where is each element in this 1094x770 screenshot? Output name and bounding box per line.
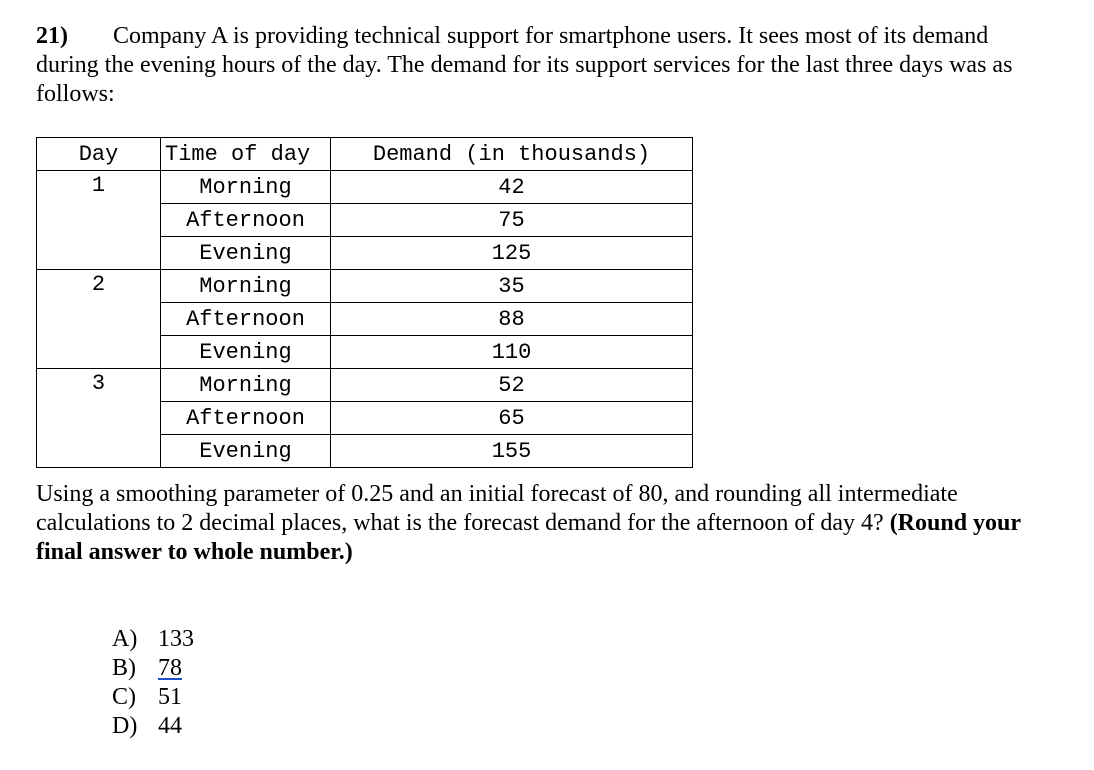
demand-cell: 88 xyxy=(331,303,693,336)
question-text-block xyxy=(36,22,1036,109)
choice-d[interactable] xyxy=(112,712,194,741)
choice-label: D) xyxy=(112,713,138,739)
table-row xyxy=(37,270,693,303)
choice-label: A) xyxy=(112,626,138,652)
table-row xyxy=(37,369,693,402)
table-header-row xyxy=(37,138,693,171)
choice-label: C) xyxy=(112,684,136,710)
choice-a[interactable] xyxy=(112,625,194,654)
answer-choices xyxy=(112,625,194,741)
demand-cell: 35 xyxy=(331,270,693,303)
choice-value: 78 xyxy=(158,655,182,681)
day-cell: 2 xyxy=(37,270,161,369)
demand-cell: 125 xyxy=(331,237,693,270)
choice-c[interactable] xyxy=(112,683,194,712)
demand-table xyxy=(36,137,693,468)
choice-value: 44 xyxy=(158,713,182,739)
followup-text: Using a smoothing parameter of 0.25 and an initial forecast of 80, and rounding all intermediate calculations to 2 decimal places, what is the forecast demand for the afternoon of day 4? xyxy=(36,481,958,536)
question-number: 21) xyxy=(36,23,68,49)
question-text: Company A is providing technical support for smartphone users. It sees most of its demand during the evening hours of the day. The demand for its support services for the last three days was as follows: xyxy=(36,23,1013,107)
day-cell: 3 xyxy=(37,369,161,468)
header-demand: Demand (in thousands) xyxy=(331,138,693,171)
header-day: Day xyxy=(37,138,161,171)
demand-cell: 155 xyxy=(331,435,693,468)
time-cell: Afternoon xyxy=(161,204,331,237)
time-cell: Afternoon xyxy=(161,303,331,336)
time-cell: Evening xyxy=(161,237,331,270)
time-cell: Morning xyxy=(161,270,331,303)
choice-value: 133 xyxy=(158,626,194,652)
rounding-note: (Round your final answer to whole number.) xyxy=(36,510,1021,565)
demand-cell: 65 xyxy=(331,402,693,435)
time-cell: Evening xyxy=(161,336,331,369)
demand-cell: 110 xyxy=(331,336,693,369)
header-time-of-day: Time of day xyxy=(161,138,331,171)
choice-b[interactable] xyxy=(112,654,194,683)
time-cell: Morning xyxy=(161,171,331,204)
time-cell: Evening xyxy=(161,435,331,468)
demand-cell: 52 xyxy=(331,369,693,402)
followup-question xyxy=(36,480,1046,567)
demand-cell: 75 xyxy=(331,204,693,237)
day-cell: 1 xyxy=(37,171,161,270)
table-row xyxy=(37,171,693,204)
demand-cell: 42 xyxy=(331,171,693,204)
choice-value: 51 xyxy=(158,684,182,710)
choice-label: B) xyxy=(112,655,136,681)
time-cell: Morning xyxy=(161,369,331,402)
time-cell: Afternoon xyxy=(161,402,331,435)
